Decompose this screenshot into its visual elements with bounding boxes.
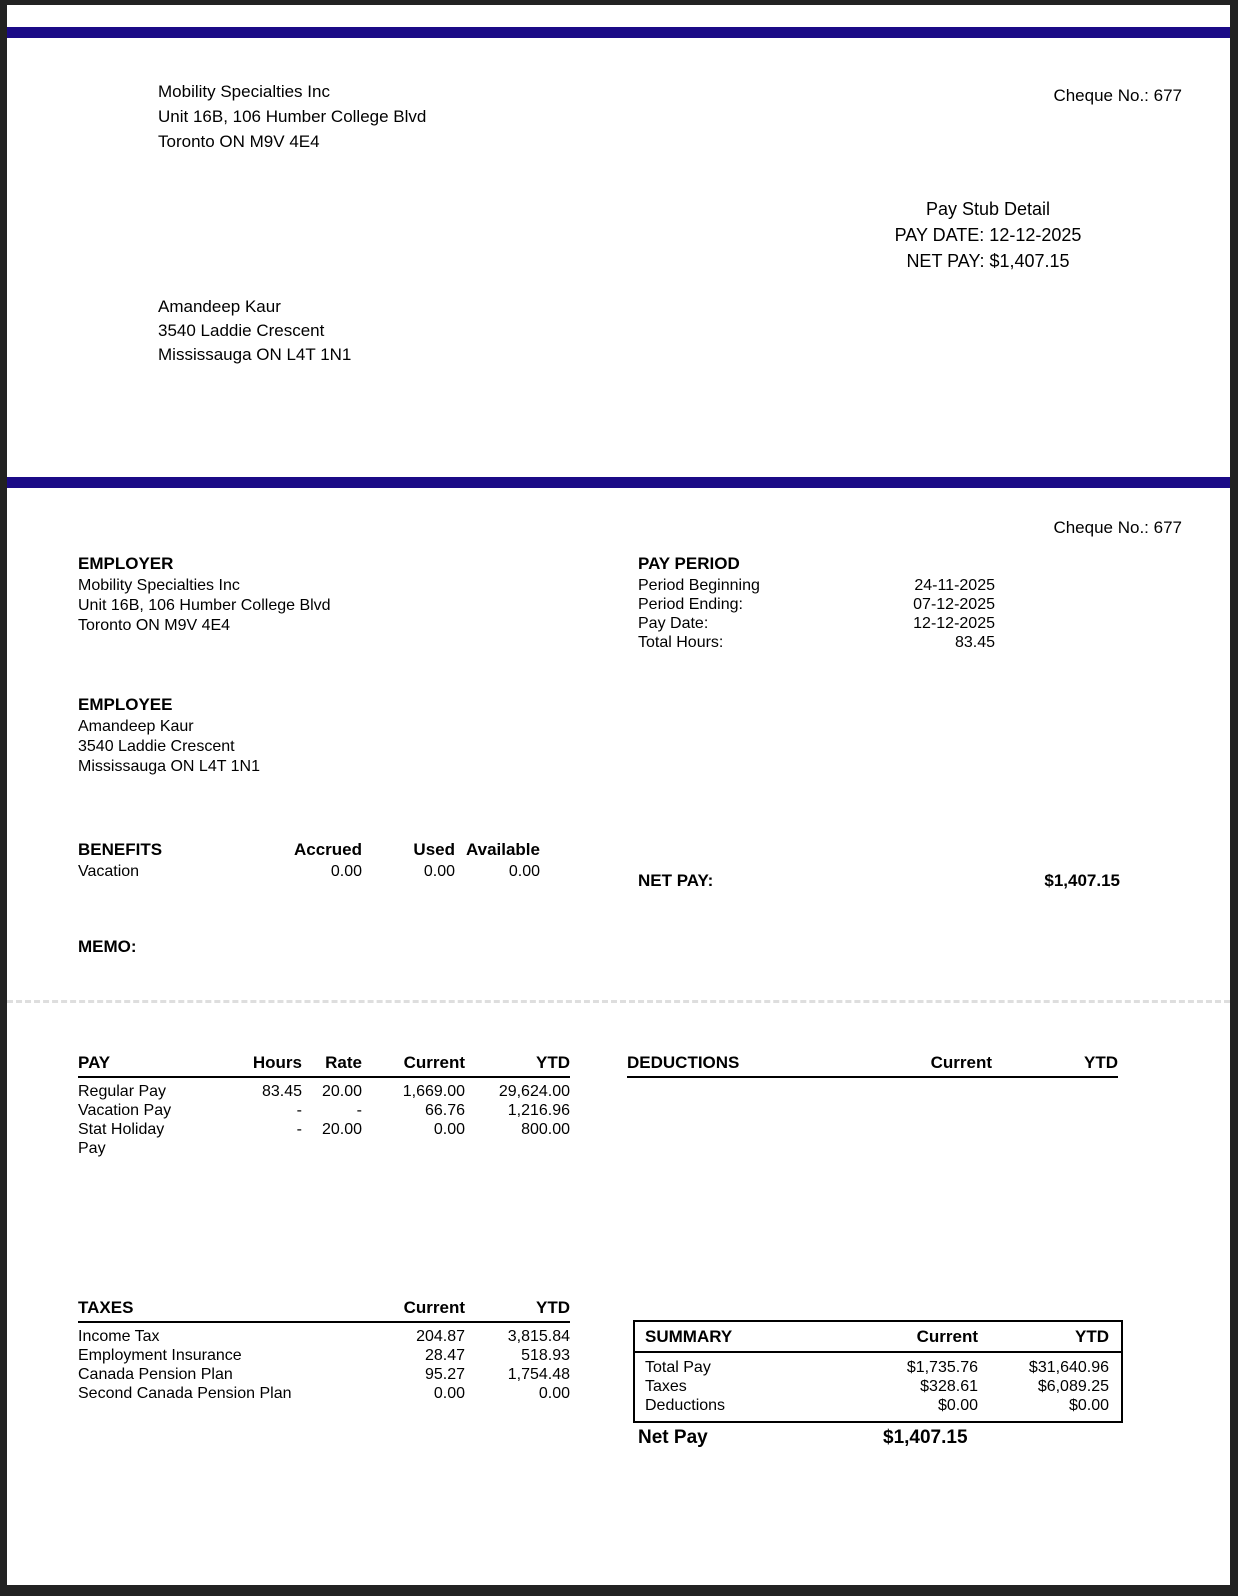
deductions-table-header <box>627 1053 1118 1078</box>
pay-period-label: Period Ending: <box>638 596 743 613</box>
pay-period-row <box>638 614 995 633</box>
pay-item-rate: 20.00 <box>321 1083 362 1100</box>
tax-item-name: Income Tax <box>78 1328 160 1345</box>
pay-item-ytd: 29,624.00 <box>498 1083 570 1100</box>
summary-item-ytd: $0.00 <box>1068 1397 1109 1414</box>
employer-name: Mobility Specialties Inc <box>78 577 240 594</box>
stub-title: Pay Stub Detail <box>925 199 1051 219</box>
pay-period-value: 12-12-2025 <box>913 615 995 632</box>
employee-detail-address-line2: Mississauga ON L4T 1N1 <box>78 758 260 775</box>
tax-item-ytd: 1,754.48 <box>507 1366 570 1383</box>
tax-row <box>78 1384 570 1403</box>
dashed-separator <box>7 1000 1230 1003</box>
benefit-name: Vacation <box>78 863 140 880</box>
pay-item-hours: - <box>296 1102 302 1119</box>
pay-row <box>78 1101 570 1120</box>
stub-net-pay: NET PAY: $1,407.15 <box>906 251 1070 271</box>
company-address-line2: Toronto ON M9V 4E4 <box>158 132 320 151</box>
pay-period-label: Period Beginning <box>638 577 760 594</box>
pay-item-rate: - <box>356 1102 362 1119</box>
employee-name: Amandeep Kaur <box>158 297 281 316</box>
pay-period-value: 07-12-2025 <box>913 596 995 613</box>
employer-address-line2: Toronto ON M9V 4E4 <box>78 617 231 634</box>
tax-item-ytd: 518.93 <box>521 1347 570 1364</box>
tax-row <box>78 1327 570 1346</box>
company-name: Mobility Specialties Inc <box>158 82 330 101</box>
pay-heading: PAY <box>78 1053 111 1072</box>
benefits-table <box>78 839 540 882</box>
pay-item-name: Regular Pay <box>78 1083 167 1100</box>
taxes-col-current: Current <box>403 1298 465 1317</box>
company-address-block <box>158 79 426 154</box>
net-pay-row <box>638 871 1120 891</box>
pay-period-value: 24-11-2025 <box>914 577 995 594</box>
employee-heading: EMPLOYEE <box>78 695 173 714</box>
pay-table <box>78 1053 570 1158</box>
employee-detail-address-line1: 3540 Laddie Crescent <box>78 738 235 755</box>
summary-col-current: Current <box>916 1327 978 1346</box>
pay-period-label: Total Hours: <box>638 634 724 651</box>
summary-row <box>645 1358 1111 1377</box>
summary-row <box>645 1377 1111 1396</box>
tax-item-ytd: 3,815.84 <box>507 1328 570 1345</box>
summary-header <box>635 1322 1121 1353</box>
employer-heading: EMPLOYER <box>78 554 174 573</box>
tax-item-current: 204.87 <box>416 1328 465 1345</box>
summary-item-ytd: $31,640.96 <box>1028 1359 1109 1376</box>
pay-col-current: Current <box>403 1053 465 1072</box>
benefits-col-used: Used <box>413 840 455 859</box>
employer-block <box>78 553 331 636</box>
employer-lines <box>78 576 331 636</box>
pay-item-name: Stat Holiday Pay <box>78 1121 165 1157</box>
pay-item-current: 66.76 <box>424 1102 465 1119</box>
memo-label: MEMO: <box>78 937 137 956</box>
benefit-accrued: 0.00 <box>330 863 362 880</box>
summary-item-name: Taxes <box>645 1378 687 1395</box>
taxes-heading: TAXES <box>78 1298 134 1317</box>
tax-row <box>78 1346 570 1365</box>
taxes-table-header <box>78 1298 570 1323</box>
pay-row <box>78 1120 570 1158</box>
benefits-row <box>78 861 540 882</box>
employee-lines <box>78 717 260 777</box>
pay-item-ytd: 800.00 <box>521 1121 570 1138</box>
employee-address-block <box>158 295 351 367</box>
tax-item-name: Employment Insurance <box>78 1347 242 1364</box>
benefits-col-available: Available <box>465 840 540 859</box>
middle-accent-bar <box>7 477 1230 488</box>
tax-item-name: Second Canada Pension Plan <box>78 1385 292 1402</box>
pay-table-body <box>78 1078 570 1158</box>
pay-period-label: Pay Date: <box>638 615 709 632</box>
summary-box <box>633 1320 1123 1423</box>
tax-item-current: 0.00 <box>433 1385 465 1402</box>
benefits-col-accrued: Accrued <box>293 840 362 859</box>
taxes-table <box>78 1298 570 1403</box>
summary-item-name: Deductions <box>645 1397 726 1414</box>
employee-detail-name: Amandeep Kaur <box>78 718 194 735</box>
pay-period-block <box>638 553 995 652</box>
employee-address-line2: Mississauga ON L4T 1N1 <box>158 345 352 364</box>
net-pay-value: $1,407.15 <box>1044 871 1120 890</box>
pay-col-rate: Rate <box>325 1053 362 1072</box>
employee-address-line1: 3540 Laddie Crescent <box>158 321 325 340</box>
pay-item-current: 1,669.00 <box>402 1083 465 1100</box>
summary-item-name: Total Pay <box>645 1359 711 1376</box>
cheque-number-detail: Cheque No.: 677 <box>1053 518 1182 537</box>
pay-col-hours: Hours <box>252 1053 302 1072</box>
benefit-used: 0.00 <box>423 863 455 880</box>
pay-period-heading: PAY PERIOD <box>638 554 740 573</box>
pay-stub-page <box>7 5 1230 1585</box>
net-pay-total-value: $1,407.15 <box>883 1427 968 1448</box>
deductions-heading: DEDUCTIONS <box>627 1053 740 1072</box>
net-pay-label: NET PAY: <box>638 871 714 890</box>
tax-item-ytd: 0.00 <box>538 1385 570 1402</box>
pay-item-name: Vacation Pay <box>78 1102 172 1119</box>
employer-address-line1: Unit 16B, 106 Humber College Blvd <box>78 597 331 614</box>
summary-body <box>635 1353 1121 1421</box>
tax-item-name: Canada Pension Plan <box>78 1366 233 1383</box>
stub-pay-date: PAY DATE: 12-12-2025 <box>894 225 1082 245</box>
summary-item-ytd: $6,089.25 <box>1037 1378 1109 1395</box>
summary-col-ytd: YTD <box>1075 1327 1109 1346</box>
tax-item-current: 28.47 <box>424 1347 465 1364</box>
pay-item-hours: - <box>296 1121 302 1138</box>
net-pay-total-label: Net Pay <box>638 1427 708 1448</box>
cheque-number-top: Cheque No.: 677 <box>1053 86 1182 105</box>
stub-detail-block <box>788 196 1188 274</box>
pay-table-header <box>78 1053 570 1078</box>
benefits-header-row <box>78 839 540 861</box>
tax-item-current: 95.27 <box>424 1366 465 1383</box>
deductions-col-current: Current <box>930 1053 992 1072</box>
top-accent-bar <box>7 27 1230 38</box>
pay-col-ytd: YTD <box>536 1053 570 1072</box>
benefit-available: 0.00 <box>508 863 540 880</box>
pay-period-row <box>638 595 995 614</box>
deductions-table <box>627 1053 1118 1078</box>
summary-heading: SUMMARY <box>645 1327 733 1346</box>
summary-item-current: $0.00 <box>937 1397 978 1414</box>
pay-item-hours: 83.45 <box>261 1083 302 1100</box>
pay-period-row <box>638 633 995 652</box>
company-address-line1: Unit 16B, 106 Humber College Blvd <box>158 107 427 126</box>
summary-row <box>645 1396 1111 1415</box>
pay-item-current: 0.00 <box>433 1121 465 1138</box>
taxes-col-ytd: YTD <box>536 1298 570 1317</box>
tax-row <box>78 1365 570 1384</box>
taxes-table-body <box>78 1323 570 1403</box>
employee-block <box>78 694 260 777</box>
pay-item-ytd: 1,216.96 <box>507 1102 570 1119</box>
pay-item-rate: 20.00 <box>321 1121 362 1138</box>
summary-item-current: $1,735.76 <box>906 1359 978 1376</box>
deductions-col-ytd: YTD <box>1084 1053 1118 1072</box>
summary-item-current: $328.61 <box>920 1378 978 1395</box>
pay-row <box>78 1082 570 1101</box>
benefits-heading: BENEFITS <box>78 840 163 859</box>
pay-period-value: 83.45 <box>954 634 995 651</box>
pay-period-row <box>638 576 995 595</box>
